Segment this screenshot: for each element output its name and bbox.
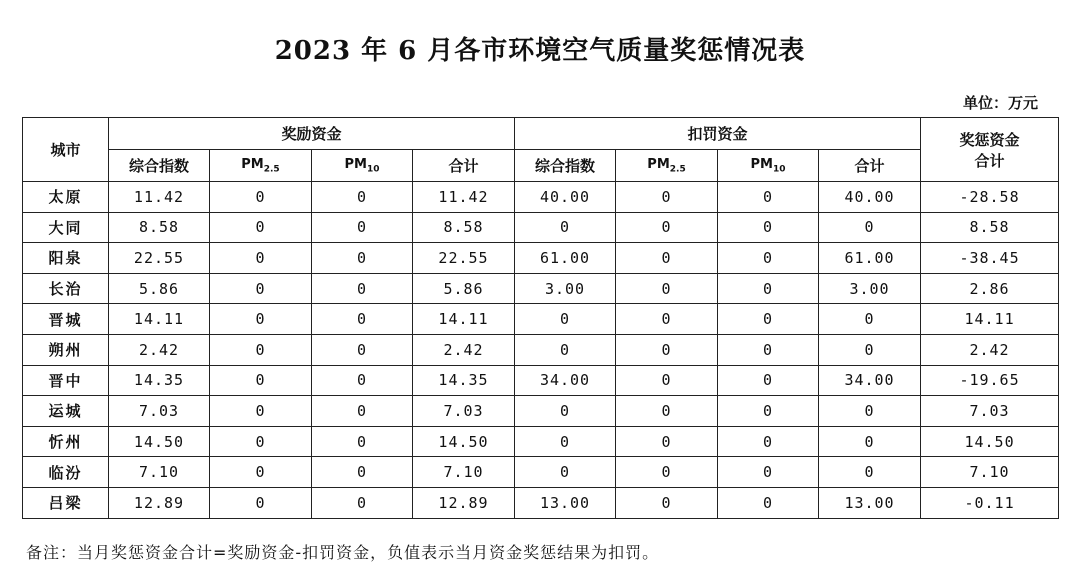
cell-penalty-subtotal: 13.00: [819, 487, 921, 518]
cell-reward-subtotal: 14.50: [413, 426, 515, 457]
cell-penalty-composite: 3.00: [515, 273, 616, 304]
cell-reward-pm25: 0: [210, 334, 312, 365]
table-row: [23, 212, 1059, 243]
cell-city: 晋城: [23, 304, 109, 335]
table-row: [23, 304, 1059, 335]
header-penalty-pm25: $PM_{2.5}$: [616, 150, 718, 182]
cell-penalty-subtotal: 34.00: [819, 365, 921, 396]
cell-city: 临汾: [23, 457, 109, 488]
cell-reward-pm25: 0: [210, 396, 312, 427]
cell-penalty-subtotal: 0: [819, 334, 921, 365]
unit-label: 单位：万元: [962, 94, 1038, 112]
cell-penalty-subtotal: 40.00: [819, 182, 921, 213]
table-row: [23, 426, 1059, 457]
cell-penalty-composite: 0: [515, 396, 616, 427]
cell-total: -0.11: [921, 487, 1059, 518]
cell-penalty-pm25: 0: [616, 365, 718, 396]
cell-reward-subtotal: 7.03: [413, 396, 515, 427]
cell-penalty-pm10: 0: [718, 487, 819, 518]
footnote: 备注：当月奖惩资金合计=奖励资金-扣罚资金，负值表示当月资金奖惩结果为扣罚。: [26, 543, 660, 562]
cell-penalty-pm25: 0: [616, 426, 718, 457]
cell-total: 7.10: [921, 457, 1059, 488]
cell-reward-composite: 2.42: [109, 334, 210, 365]
cell-city: 大同: [23, 212, 109, 243]
cell-reward-pm10: 0: [312, 457, 413, 488]
cell-city: 运城: [23, 396, 109, 427]
cell-total: 14.50: [921, 426, 1059, 457]
cell-penalty-pm25: 0: [616, 243, 718, 274]
cell-penalty-pm10: 0: [718, 396, 819, 427]
page-title: 2023 年 6 月各市环境空气质量奖惩情况表: [274, 36, 806, 66]
cell-reward-composite: 22.55: [109, 243, 210, 274]
cell-city: 朔州: [23, 334, 109, 365]
cell-reward-pm10: 0: [312, 487, 413, 518]
header-penalty-composite: 综合指数: [515, 150, 616, 182]
header-total: [921, 118, 1059, 182]
header-total-line1: 奖惩资金: [959, 130, 1020, 149]
cell-penalty-subtotal: 61.00: [819, 243, 921, 274]
cell-penalty-subtotal: 0: [819, 304, 921, 335]
header-city: 城市: [23, 118, 109, 182]
cell-reward-composite: 14.11: [109, 304, 210, 335]
cell-reward-pm10: 0: [312, 273, 413, 304]
cell-penalty-pm25: 0: [616, 334, 718, 365]
cell-city: 吕梁: [23, 487, 109, 518]
cell-reward-pm10: 0: [312, 212, 413, 243]
cell-penalty-composite: 0: [515, 426, 616, 457]
cell-penalty-pm25: 0: [616, 182, 718, 213]
table-row: [23, 365, 1059, 396]
cell-reward-subtotal: 12.89: [413, 487, 515, 518]
cell-penalty-composite: 61.00: [515, 243, 616, 274]
cell-penalty-pm10: 0: [718, 365, 819, 396]
cell-reward-pm25: 0: [210, 304, 312, 335]
cell-penalty-pm25: 0: [616, 273, 718, 304]
cell-total: 14.11: [921, 304, 1059, 335]
cell-penalty-composite: 0: [515, 212, 616, 243]
cell-reward-pm10: 0: [312, 182, 413, 213]
cell-reward-pm10: 0: [312, 304, 413, 335]
cell-reward-subtotal: 14.35: [413, 365, 515, 396]
cell-city: 长治: [23, 273, 109, 304]
cell-reward-pm10: 0: [312, 334, 413, 365]
header-penalty-subtotal: 合计: [819, 150, 921, 182]
cell-total: 2.86: [921, 273, 1059, 304]
cell-penalty-pm25: 0: [616, 487, 718, 518]
cell-penalty-composite: 0: [515, 304, 616, 335]
cell-penalty-subtotal: 3.00: [819, 273, 921, 304]
cell-city: 阳泉: [23, 243, 109, 274]
cell-reward-pm25: 0: [210, 182, 312, 213]
cell-reward-pm25: 0: [210, 243, 312, 274]
cell-city: 忻州: [23, 426, 109, 457]
cell-reward-subtotal: 22.55: [413, 243, 515, 274]
cell-penalty-pm10: 0: [718, 334, 819, 365]
header-penalty-group: 扣罚资金: [515, 118, 921, 150]
header-reward-composite: 综合指数: [109, 150, 210, 182]
cell-reward-composite: 7.03: [109, 396, 210, 427]
reward-penalty-table: [22, 117, 1059, 519]
header-reward-group: 奖励资金: [109, 118, 515, 150]
cell-penalty-pm10: 0: [718, 243, 819, 274]
cell-reward-pm10: 0: [312, 426, 413, 457]
cell-reward-subtotal: 5.86: [413, 273, 515, 304]
cell-reward-composite: 14.50: [109, 426, 210, 457]
cell-penalty-pm10: 0: [718, 182, 819, 213]
cell-penalty-subtotal: 0: [819, 396, 921, 427]
cell-total: -28.58: [921, 182, 1059, 213]
cell-reward-pm10: 0: [312, 396, 413, 427]
cell-reward-pm10: 0: [312, 243, 413, 274]
cell-reward-composite: 7.10: [109, 457, 210, 488]
cell-reward-pm25: 0: [210, 212, 312, 243]
cell-penalty-pm10: 0: [718, 273, 819, 304]
cell-reward-composite: 12.89: [109, 487, 210, 518]
cell-reward-pm25: 0: [210, 426, 312, 457]
cell-penalty-composite: 0: [515, 334, 616, 365]
cell-reward-pm10: 0: [312, 365, 413, 396]
table-row: [23, 182, 1059, 213]
header-reward-subtotal: 合计: [413, 150, 515, 182]
cell-reward-subtotal: 8.58: [413, 212, 515, 243]
cell-reward-composite: 8.58: [109, 212, 210, 243]
header-penalty-pm10: $PM_{10}$: [718, 150, 819, 182]
cell-penalty-composite: 0: [515, 457, 616, 488]
cell-reward-pm25: 0: [210, 365, 312, 396]
cell-city: 太原: [23, 182, 109, 213]
header-total-line2: 合计: [974, 151, 1005, 170]
cell-total: 2.42: [921, 334, 1059, 365]
table-body: [23, 182, 1059, 519]
cell-reward-pm25: 0: [210, 457, 312, 488]
cell-reward-composite: 14.35: [109, 365, 210, 396]
cell-penalty-pm10: 0: [718, 457, 819, 488]
cell-penalty-pm10: 0: [718, 426, 819, 457]
cell-penalty-subtotal: 0: [819, 457, 921, 488]
cell-total: -38.45: [921, 243, 1059, 274]
cell-penalty-pm25: 0: [616, 212, 718, 243]
cell-city: 晋中: [23, 365, 109, 396]
table-row: [23, 487, 1059, 518]
cell-penalty-composite: 34.00: [515, 365, 616, 396]
table-row: [23, 273, 1059, 304]
cell-penalty-pm25: 0: [616, 304, 718, 335]
header-reward-pm25: $PM_{2.5}$: [210, 150, 312, 182]
cell-reward-pm25: 0: [210, 273, 312, 304]
cell-reward-subtotal: 11.42: [413, 182, 515, 213]
cell-total: 8.58: [921, 212, 1059, 243]
cell-penalty-pm10: 0: [718, 212, 819, 243]
header-reward-pm10: $PM_{10}$: [312, 150, 413, 182]
cell-penalty-composite: 13.00: [515, 487, 616, 518]
cell-total: 7.03: [921, 396, 1059, 427]
table-row: [23, 243, 1059, 274]
cell-reward-composite: 11.42: [109, 182, 210, 213]
cell-penalty-pm25: 0: [616, 457, 718, 488]
cell-penalty-subtotal: 0: [819, 212, 921, 243]
cell-penalty-pm25: 0: [616, 396, 718, 427]
cell-reward-subtotal: 14.11: [413, 304, 515, 335]
cell-penalty-pm10: 0: [718, 304, 819, 335]
cell-reward-composite: 5.86: [109, 273, 210, 304]
cell-reward-subtotal: 7.10: [413, 457, 515, 488]
cell-total: -19.65: [921, 365, 1059, 396]
cell-reward-pm25: 0: [210, 487, 312, 518]
table-row: [23, 457, 1059, 488]
table-row: [23, 334, 1059, 365]
cell-reward-subtotal: 2.42: [413, 334, 515, 365]
cell-penalty-subtotal: 0: [819, 426, 921, 457]
cell-penalty-composite: 40.00: [515, 182, 616, 213]
table-row: [23, 396, 1059, 427]
